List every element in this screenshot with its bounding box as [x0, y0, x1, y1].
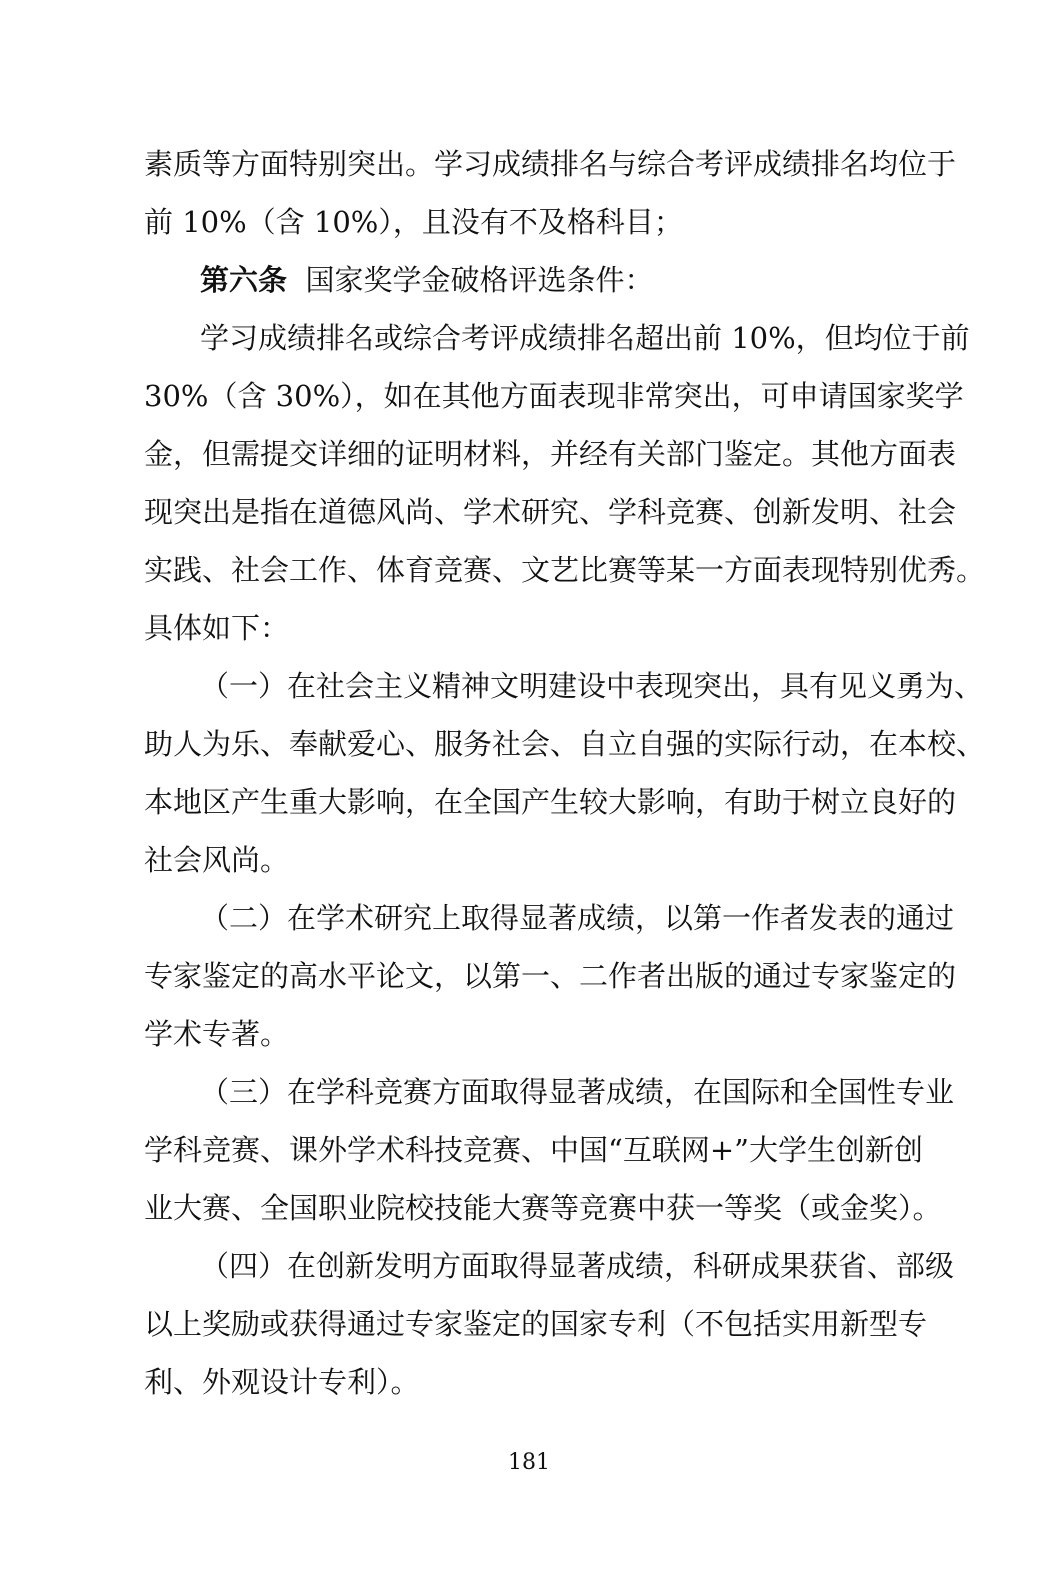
text-line: （一）在社会主义精神文明建设中表现突出，具有见义勇为、	[200, 669, 984, 703]
article-label: 第六条	[200, 263, 288, 297]
text-line: 学术专著。	[144, 1017, 290, 1051]
text-line: （二）在学术研究上取得显著成绩，以第一作者发表的通过	[200, 901, 955, 935]
text-line: 素质等方面特别突出。学习成绩排名与综合考评成绩排名均位于	[144, 147, 957, 181]
text-line: 前 10%（含 10%），且没有不及格科目；	[144, 205, 683, 239]
text-line: 业大赛、全国职业院校技能大赛等竞赛中获一等奖（或金奖）。	[144, 1191, 942, 1225]
text-line: 金，但需提交详细的证明材料，并经有关部门鉴定。其他方面表	[144, 437, 957, 471]
page-number: 181	[508, 1450, 550, 1475]
text-line: 实践、社会工作、体育竞赛、文艺比赛等某一方面表现特别优秀。	[144, 553, 986, 587]
text-line: 具体如下：	[144, 611, 290, 645]
text-line: （三）在学科竞赛方面取得显著成绩，在国际和全国性专业	[200, 1075, 955, 1109]
article-title: 国家奖学金破格评选条件：	[305, 263, 654, 297]
text-line: 助人为乐、奉献爱心、服务社会、自立自强的实际行动，在本校、	[144, 727, 986, 761]
article-heading	[200, 250, 904, 310]
text-line: 专家鉴定的高水平论文，以第一、二作者出版的通过专家鉴定的	[144, 959, 957, 993]
text-line: 30%（含 30%），如在其他方面表现非常突出，可申请国家奖学	[144, 379, 964, 413]
text-line: （四）在创新发明方面取得显著成绩，科研成果获省、部级	[200, 1249, 955, 1283]
text-line: 社会风尚。	[144, 843, 290, 877]
text-line: 现突出是指在道德风尚、学术研究、学科竞赛、创新发明、社会	[144, 495, 957, 529]
text-line: 学习成绩排名或综合考评成绩排名超出前 10%，但均位于前	[200, 321, 970, 355]
text-line: 以上奖励或获得通过专家鉴定的国家专利（不包括实用新型专	[144, 1307, 928, 1341]
text-line: 利、外观设计专利）。	[144, 1365, 420, 1399]
text-line: 学科竞赛、课外学术科技竞赛、中国“互联网+”大学生创新创	[144, 1133, 923, 1167]
text-line: 本地区产生重大影响，在全国产生较大影响，有助于树立良好的	[144, 785, 957, 819]
